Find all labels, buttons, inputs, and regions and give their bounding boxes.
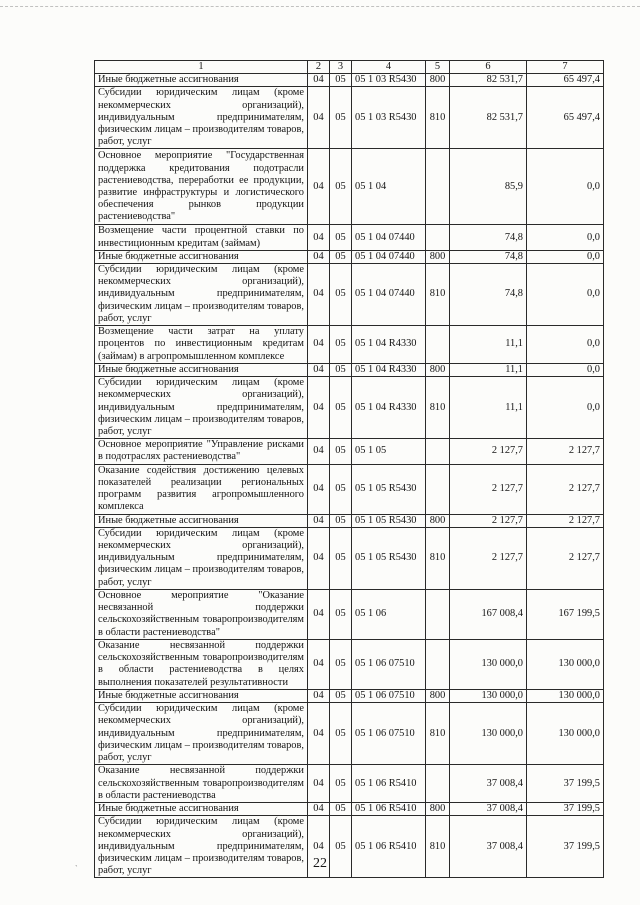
row-target-article-cell: 05 1 04 R4330 (352, 326, 426, 364)
budget-table (94, 60, 604, 878)
header-col-5: 5 (426, 61, 450, 74)
table-body (95, 61, 604, 878)
row-amount-1-cell: 82 531,7 (450, 74, 527, 87)
row-subsection-cell: 05 (330, 527, 352, 589)
row-target-article-cell: 05 1 04 07440 (352, 250, 426, 263)
row-target-article-cell: 05 1 04 07440 (352, 264, 426, 326)
row-amount-2-cell: 65 497,4 (527, 74, 604, 87)
row-amount-1-cell: 82 531,7 (450, 87, 527, 149)
row-amount-1-cell: 74,8 (450, 225, 527, 250)
row-name-cell: Основное мероприятие "Государственная поддержка кредитования подотрасли растениеводства, переработки ее продукции, развитие инфраструктуры и логистического обеспечения рынков продукции растениеводства" (95, 149, 308, 225)
row-amount-2-cell: 130 000,0 (527, 689, 604, 702)
row-amount-1-cell: 37 008,4 (450, 816, 527, 878)
row-amount-2-cell: 0,0 (527, 377, 604, 439)
row-amount-2-cell: 2 127,7 (527, 464, 604, 514)
table-row (95, 326, 604, 364)
row-amount-1-cell: 130 000,0 (450, 689, 527, 702)
row-section-cell: 04 (308, 87, 330, 149)
row-target-article-cell: 05 1 06 07510 (352, 639, 426, 689)
row-subsection-cell: 05 (330, 364, 352, 377)
table-row (95, 225, 604, 250)
row-expense-type-cell: 810 (426, 703, 450, 765)
table-row (95, 765, 604, 803)
row-expense-type-cell (426, 439, 450, 464)
row-amount-1-cell: 74,8 (450, 250, 527, 263)
row-amount-2-cell: 0,0 (527, 225, 604, 250)
row-subsection-cell: 05 (330, 765, 352, 803)
row-target-article-cell: 05 1 06 (352, 589, 426, 639)
row-subsection-cell: 05 (330, 689, 352, 702)
row-expense-type-cell: 810 (426, 87, 450, 149)
row-expense-type-cell: 810 (426, 264, 450, 326)
row-section-cell: 04 (308, 326, 330, 364)
row-name-cell: Субсидии юридическим лицам (кроме некоммерческих организаций), индивидуальным предпринимателям, физическим лицам – производителям товаров, работ, услуг (95, 87, 308, 149)
row-subsection-cell: 05 (330, 87, 352, 149)
row-amount-2-cell: 0,0 (527, 149, 604, 225)
row-name-cell: Оказание содействия достижению целевых показателей реализации региональных программ развития агропромышленного комплекса (95, 464, 308, 514)
row-name-cell: Иные бюджетные ассигнования (95, 250, 308, 263)
row-name-cell: Иные бюджетные ассигнования (95, 364, 308, 377)
row-section-cell: 04 (308, 264, 330, 326)
row-target-article-cell: 05 1 05 R5430 (352, 527, 426, 589)
row-amount-2-cell: 2 127,7 (527, 439, 604, 464)
row-expense-type-cell: 810 (426, 527, 450, 589)
table-row (95, 803, 604, 816)
scan-mark: ` (75, 864, 78, 873)
row-section-cell: 04 (308, 765, 330, 803)
row-name-cell: Субсидии юридическим лицам (кроме некоммерческих организаций), индивидуальным предпринимателям, физическим лицам – производителям товаров, работ, услуг (95, 377, 308, 439)
row-expense-type-cell (426, 639, 450, 689)
row-name-cell: Основное мероприятие "Управление рисками в подотраслях растениеводства" (95, 439, 308, 464)
row-amount-1-cell: 2 127,7 (450, 527, 527, 589)
row-subsection-cell: 05 (330, 816, 352, 878)
row-amount-1-cell: 130 000,0 (450, 639, 527, 689)
row-name-cell: Иные бюджетные ассигнования (95, 74, 308, 87)
row-amount-2-cell: 130 000,0 (527, 639, 604, 689)
row-amount-1-cell: 2 127,7 (450, 514, 527, 527)
row-expense-type-cell: 810 (426, 377, 450, 439)
row-subsection-cell: 05 (330, 74, 352, 87)
row-section-cell: 04 (308, 639, 330, 689)
row-section-cell: 04 (308, 464, 330, 514)
row-amount-2-cell: 0,0 (527, 364, 604, 377)
row-subsection-cell: 05 (330, 326, 352, 364)
table-row (95, 703, 604, 765)
row-subsection-cell: 05 (330, 589, 352, 639)
row-amount-2-cell: 37 199,5 (527, 765, 604, 803)
row-amount-2-cell: 167 199,5 (527, 589, 604, 639)
row-section-cell: 04 (308, 514, 330, 527)
row-amount-2-cell: 2 127,7 (527, 514, 604, 527)
row-target-article-cell: 05 1 06 07510 (352, 703, 426, 765)
row-target-article-cell: 05 1 04 R4330 (352, 377, 426, 439)
header-col-2: 2 (308, 61, 330, 74)
table-row (95, 589, 604, 639)
row-name-cell: Субсидии юридическим лицам (кроме некоммерческих организаций), индивидуальным предпринимателям, физическим лицам – производителям товаров, работ, услуг (95, 264, 308, 326)
table-row (95, 149, 604, 225)
row-section-cell: 04 (308, 703, 330, 765)
table-row (95, 439, 604, 464)
row-name-cell: Оказание несвязанной поддержки сельскохозяйственным товаропроизводителям в области растениеводства (95, 765, 308, 803)
row-name-cell: Субсидии юридическим лицам (кроме некоммерческих организаций), индивидуальным предпринимателям, физическим лицам – производителям товаров, работ, услуг (95, 703, 308, 765)
row-target-article-cell: 05 1 06 R5410 (352, 803, 426, 816)
row-target-article-cell: 05 1 06 R5410 (352, 816, 426, 878)
table-row (95, 639, 604, 689)
row-amount-1-cell: 2 127,7 (450, 464, 527, 514)
table-row (95, 250, 604, 263)
table-row (95, 689, 604, 702)
row-subsection-cell: 05 (330, 639, 352, 689)
row-section-cell: 04 (308, 149, 330, 225)
row-subsection-cell: 05 (330, 377, 352, 439)
row-expense-type-cell (426, 149, 450, 225)
row-amount-2-cell: 37 199,5 (527, 816, 604, 878)
row-section-cell: 04 (308, 74, 330, 87)
row-name-cell: Иные бюджетные ассигнования (95, 514, 308, 527)
row-target-article-cell: 05 1 06 07510 (352, 689, 426, 702)
row-target-article-cell: 05 1 04 R4330 (352, 364, 426, 377)
table-row (95, 74, 604, 87)
row-target-article-cell: 05 1 04 07440 (352, 225, 426, 250)
row-target-article-cell: 05 1 05 (352, 439, 426, 464)
row-name-cell: Основное мероприятие "Оказание несвязанной поддержки сельскохозяйственным товаропроизводителям в области растениеводства" (95, 589, 308, 639)
row-expense-type-cell: 800 (426, 803, 450, 816)
row-target-article-cell: 05 1 03 R5430 (352, 87, 426, 149)
table-row (95, 377, 604, 439)
row-amount-1-cell: 11,1 (450, 377, 527, 439)
header-col-6: 6 (450, 61, 527, 74)
row-name-cell: Субсидии юридическим лицам (кроме некоммерческих организаций), индивидуальным предпринимателям, физическим лицам – производителям товаров, работ, услуг (95, 527, 308, 589)
row-amount-2-cell: 2 127,7 (527, 527, 604, 589)
row-target-article-cell: 05 1 05 R5430 (352, 514, 426, 527)
row-subsection-cell: 05 (330, 250, 352, 263)
row-expense-type-cell: 800 (426, 514, 450, 527)
row-target-article-cell: 05 1 04 (352, 149, 426, 225)
row-section-cell: 04 (308, 527, 330, 589)
row-subsection-cell: 05 (330, 225, 352, 250)
row-target-article-cell: 05 1 06 R5410 (352, 765, 426, 803)
row-target-article-cell: 05 1 05 R5430 (352, 464, 426, 514)
row-expense-type-cell: 800 (426, 689, 450, 702)
row-name-cell: Субсидии юридическим лицам (кроме некоммерческих организаций), индивидуальным предпринимателям, физическим лицам – производителям товаров, работ, услуг (95, 816, 308, 878)
row-expense-type-cell (426, 765, 450, 803)
row-subsection-cell: 05 (330, 464, 352, 514)
scan-edge (0, 0, 640, 7)
header-col-7: 7 (527, 61, 604, 74)
row-amount-1-cell: 11,1 (450, 364, 527, 377)
row-name-cell: Иные бюджетные ассигнования (95, 689, 308, 702)
row-section-cell: 04 (308, 803, 330, 816)
row-amount-2-cell: 37 199,5 (527, 803, 604, 816)
row-subsection-cell: 05 (330, 514, 352, 527)
table-row (95, 464, 604, 514)
row-section-cell: 04 (308, 225, 330, 250)
row-amount-1-cell: 37 008,4 (450, 765, 527, 803)
row-target-article-cell: 05 1 03 R5430 (352, 74, 426, 87)
row-subsection-cell: 05 (330, 439, 352, 464)
row-subsection-cell: 05 (330, 264, 352, 326)
row-expense-type-cell (426, 225, 450, 250)
row-name-cell: Иные бюджетные ассигнования (95, 803, 308, 816)
row-amount-2-cell: 0,0 (527, 250, 604, 263)
row-amount-1-cell: 167 008,4 (450, 589, 527, 639)
row-section-cell: 04 (308, 377, 330, 439)
row-section-cell: 04 (308, 589, 330, 639)
table-row (95, 364, 604, 377)
row-expense-type-cell: 800 (426, 364, 450, 377)
row-amount-1-cell: 2 127,7 (450, 439, 527, 464)
row-expense-type-cell: 800 (426, 250, 450, 263)
row-amount-2-cell: 65 497,4 (527, 87, 604, 149)
row-expense-type-cell (426, 589, 450, 639)
row-section-cell: 04 (308, 439, 330, 464)
row-subsection-cell: 05 (330, 703, 352, 765)
row-subsection-cell: 05 (330, 803, 352, 816)
row-amount-1-cell: 37 008,4 (450, 803, 527, 816)
row-name-cell: Возмещение части затрат на уплату процентов по инвестиционным кредитам (займам) в агропромышленном комплексе (95, 326, 308, 364)
row-amount-1-cell: 11,1 (450, 326, 527, 364)
row-expense-type-cell (426, 464, 450, 514)
row-expense-type-cell (426, 326, 450, 364)
table-row (95, 527, 604, 589)
header-col-4: 4 (352, 61, 426, 74)
row-amount-2-cell: 130 000,0 (527, 703, 604, 765)
header-col-1: 1 (95, 61, 308, 74)
row-amount-1-cell: 130 000,0 (450, 703, 527, 765)
row-section-cell: 04 (308, 250, 330, 263)
row-amount-1-cell: 74,8 (450, 264, 527, 326)
row-section-cell: 04 (308, 689, 330, 702)
row-name-cell: Возмещение части процентной ставки по инвестиционным кредитам (займам) (95, 225, 308, 250)
row-amount-2-cell: 0,0 (527, 264, 604, 326)
row-subsection-cell: 05 (330, 149, 352, 225)
header-col-3: 3 (330, 61, 352, 74)
table-row (95, 264, 604, 326)
row-section-cell: 04 (308, 364, 330, 377)
row-name-cell: Оказание несвязанной поддержки сельскохозяйственным товаропроизводителям в области растениеводства в целях выполнения показателей результативности (95, 639, 308, 689)
row-expense-type-cell: 800 (426, 74, 450, 87)
row-amount-1-cell: 85,9 (450, 149, 527, 225)
row-expense-type-cell: 810 (426, 816, 450, 878)
table-row (95, 514, 604, 527)
page-number: 22 (313, 856, 327, 871)
table-row (95, 87, 604, 149)
row-section-cell: 04 (308, 816, 330, 878)
row-amount-2-cell: 0,0 (527, 326, 604, 364)
header-row (95, 61, 604, 74)
